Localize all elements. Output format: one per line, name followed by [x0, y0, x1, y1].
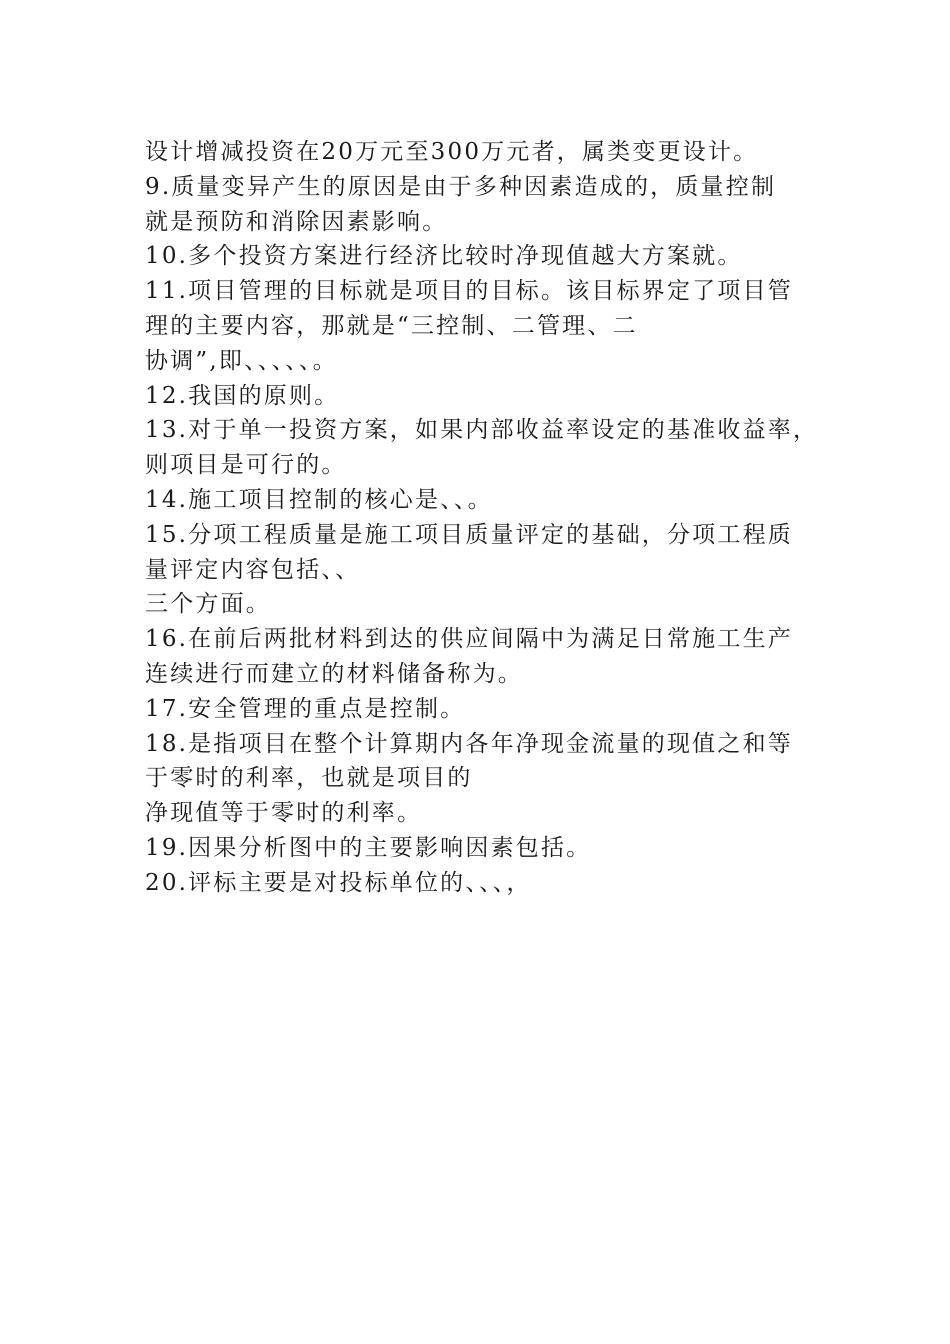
question-15-line-3: 三个方面。 [145, 591, 271, 618]
question-9-line-1: 9.质量变异产生的原因是由于多种因素造成的，质量控制 [145, 173, 777, 200]
question-14-line: 14.施工项目控制的核心是、、。 [145, 486, 493, 513]
question-16-line-2: 连续进行而建立的材料储备称为。 [145, 660, 523, 687]
question-17-line: 17.安全管理的重点是控制。 [145, 695, 466, 722]
document-body [145, 130, 835, 896]
question-10-line: 10.多个投资方案进行经济比较时净现值越大方案就。 [145, 243, 743, 270]
question-18-line-2: 于零时的利率，也就是项目的 [145, 765, 473, 792]
question-11-line-1: 11.项目管理的目标就是项目的目标。该目标界定了项目管 [145, 278, 793, 305]
question-15-line-1: 15.分项工程质量是施工项目质量评定的基础，分项工程质 [145, 521, 793, 548]
question-11-line-2: 理的主要内容，那就是“三控制、二管理、二 [145, 312, 638, 339]
question-16-line-1: 16.在前后两批材料到达的供应间隔中为满足日常施工生产 [145, 626, 793, 653]
text-line: 设计增减投资在20万元至300万元者，属类变更设计。 [145, 139, 759, 165]
question-18-line-3: 净现值等于零时的利率。 [145, 800, 423, 827]
question-20-line: 20.评标主要是对投标单位的、、、， [145, 869, 532, 896]
question-11-line-3: 协调”,即、、、、、。 [145, 347, 338, 374]
question-15-line-2: 量评定内容包括、、 [145, 556, 361, 583]
question-13-line-1: 13.对于单一投资方案，如果内部收益率设定的基准收益率， [145, 417, 819, 444]
question-9-line-2: 就是预防和消除因素影响。 [145, 208, 448, 235]
question-13-line-2: 则项目是可行的。 [145, 452, 347, 479]
question-19-line: 19.因果分析图中的主要影响因素包括。 [145, 834, 592, 861]
question-12-line: 12.我国的原则。 [145, 382, 340, 409]
question-18-line-1: 18.是指项目在整个计算期内各年净现金流量的现值之和等 [145, 730, 793, 757]
